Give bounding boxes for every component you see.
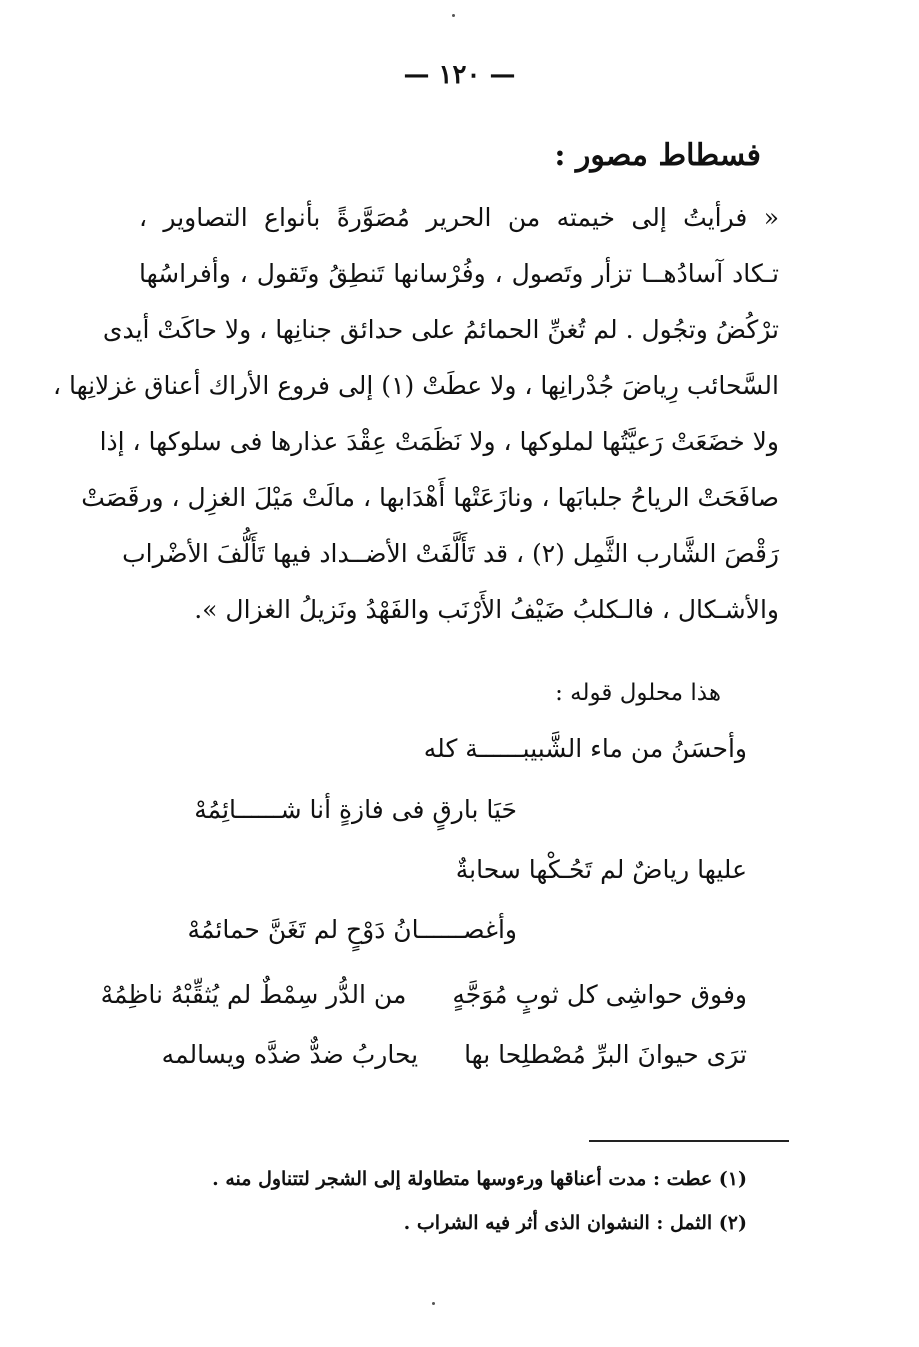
footnote: (١) عطت : مدت أعناقها ورءوسها متطاولة إلى الشجر لتتناول منه . xyxy=(212,1168,747,1190)
section-heading: فسطاط مصور : xyxy=(554,138,761,173)
prose-line: ولا خضَعَتْ رَعيَّتُها لملوكها ، ولا نَظَمَتْ عِقْدَ عذارها فى سلوكها ، إذا xyxy=(99,427,779,456)
prose-line: صافَحَتْ الرياحُ جلبابَها ، ونازَعَتْها أَهْدَابها ، مالَتْ مَيْلَ الغزِل ، ورقَصَتْ xyxy=(81,483,779,512)
page-number: — ١٢٠ — xyxy=(403,60,516,90)
verse-line xyxy=(101,980,747,1009)
scan-speck xyxy=(432,1302,435,1305)
verse-first-hemistich: وأحسَنُ من ماء الشَّبيبــــــة كله xyxy=(423,734,747,763)
verse-second-hemistich: يحاربُ ضدٌّ ضدَّه ويسالمه xyxy=(161,1040,419,1069)
prose-line: السَّحائب رِياضَ جُدْرانِها ، ولا عطَتْ (١) إلى فروع الأراك أعناق غزلانِها ، xyxy=(52,371,779,400)
footnote-divider xyxy=(589,1140,789,1142)
verse-second-hemistich: من الدُّر سِمْطٌ لم يُثقِّبْهُ ناظِمُهْ xyxy=(100,980,407,1009)
scan-speck xyxy=(452,14,455,17)
verse-first-hemistich: وفوق حواشِى كل ثوبٍ مُوَجَّهٍ xyxy=(452,980,747,1009)
verse-line xyxy=(424,734,747,763)
verse-second-hemistich: حَيَا بارقٍ فى فازةٍ أنا شــــــائِمُهْ xyxy=(194,795,517,824)
verse-line xyxy=(162,1040,747,1069)
verse-intro: هذا محلول قوله : xyxy=(555,680,721,706)
prose-line: تـكاد آسادُهــا تزأر وتَصول ، وفُرْسانها تَنطِقُ وتَقول ، وأفراسُها xyxy=(139,259,779,288)
verse-line xyxy=(194,795,517,824)
verse-second-hemistich: وأغصــــــانُ دَوْحٍ لم تَغَنَّ حمائمُهْ xyxy=(187,915,517,944)
prose-line: والأشـكال ، فالـكلبُ ضَيْفُ الأَرْنَب والفَهْدُ ونَزيلُ الغزال ». xyxy=(194,595,779,624)
prose-line: « فرأيتُ إلى خيمته من الحرير مُصَوَّرةً بأنواع التصاوير ، xyxy=(139,203,779,232)
prose-line: ترْكُضُ وتجُول . لم تُغنِّ الحمائمُ على حدائق جنانِها ، ولا حاكَتْ أيدى xyxy=(102,315,779,344)
footnote: (٢) الثمل : النشوان الذى أثر فيه الشراب . xyxy=(403,1212,747,1234)
prose-paragraph xyxy=(52,190,779,638)
verse-line xyxy=(456,855,747,884)
verse-first-hemistich: عليها رياضٌ لم تَحُـكْها سحابةٌ xyxy=(455,855,747,884)
verse-first-hemistich: ترَى حيوانَ البرِّ مُصْطلِحا بها xyxy=(464,1040,747,1069)
verse-line xyxy=(188,915,517,944)
prose-line: رَقْصَ الشَّارب الثَّمِل (٢) ، قد تَأَلَّفَتْ الأضــداد فيها تَأَلُّفَ الأضْراب xyxy=(122,539,779,568)
